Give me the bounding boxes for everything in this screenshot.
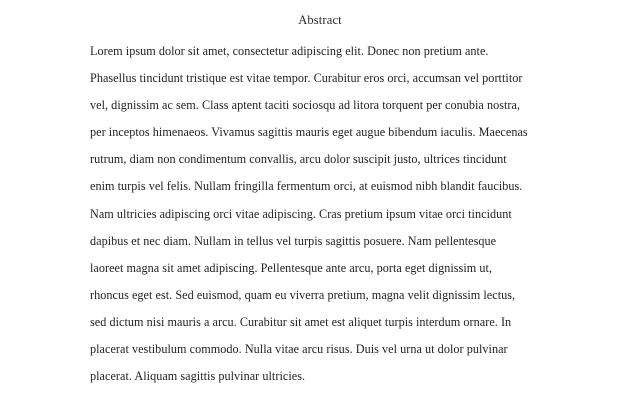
body-line: vel, dignissim ac sem. Class aptent taciti sociosqu ad litora torquent per conubia nostra, [90,98,521,113]
body-line: enim turpis vel felis. Nullam fringilla fermentum orci, at euismod nibh blandit faucibus. [90,179,523,194]
body-line: Phasellus tincidunt tristique est vitae tempor. Curabitur eros orci, accumsan vel porttitor [90,71,523,86]
section-heading-abstract: Abstract [298,13,342,27]
body-line: sed dictum nisi mauris a arcu. Curabitur sit amet est aliquet turpis interdum ornare. In [90,314,512,329]
body-line: placerat vestibulum commodo. Nulla vitae arcu risus. Duis vel urna ut dolor pulvinar [90,342,508,357]
body-line: Lorem ipsum dolor sit amet, consectetur adipiscing elit. Donec non pretium ante. [90,44,489,58]
abstract-body [90,38,546,390]
body-line: per inceptos himenaeos. Vivamus sagittis mauris eget augue bibendum iaculis. Maecenas [90,125,528,140]
body-line: dapibus et nec diam. Nullam in tellus vel turpis sagittis posuere. Nam pellentesque [90,233,497,248]
body-line: Nam ultricies adipiscing orci vitae adipiscing. Cras pretium ipsum vitae orci tincidunt [90,206,512,221]
body-line: laoreet magna sit amet adipiscing. Pellentesque ante arcu, porta eget dignissim ut, [90,260,493,275]
body-line: placerat. Aliquam sagittis pulvinar ultricies. [90,369,306,384]
body-line: rhoncus eget est. Sed euismod, quam eu viverra pretium, magna velit dignissim lectus, [90,287,516,302]
body-line: rutrum, diam non condimentum convallis, arcu dolor suscipit justo, ultrices tincidunt [90,152,507,167]
